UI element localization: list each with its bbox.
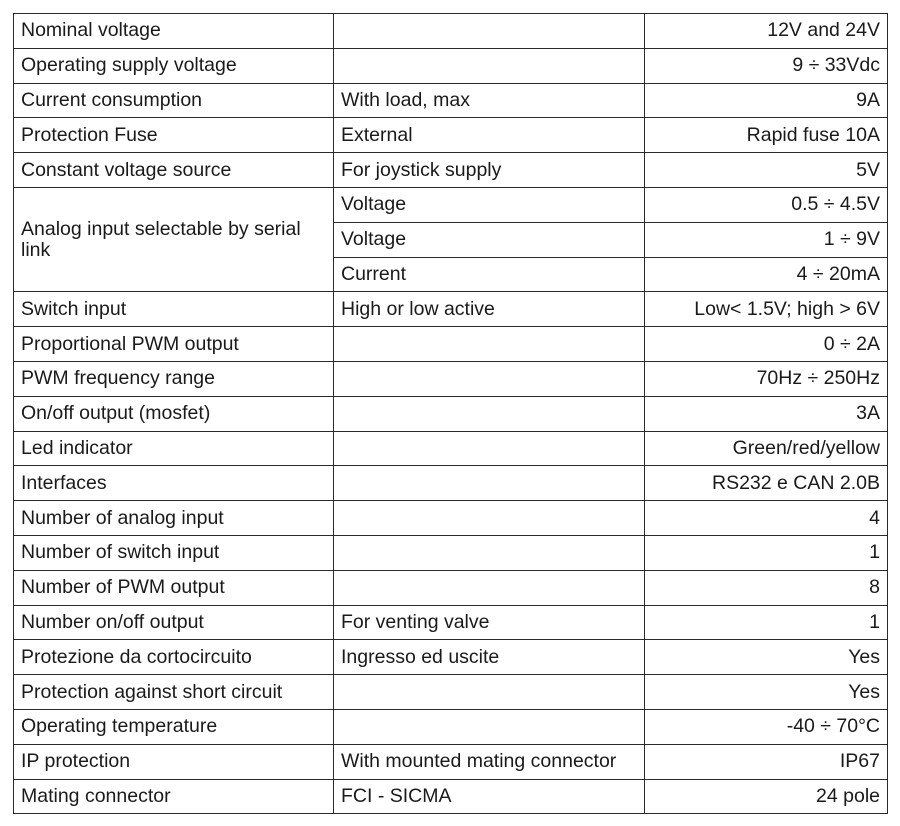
- table-row: [14, 744, 888, 779]
- table-row: [14, 466, 888, 501]
- spec-label: Interfaces: [14, 466, 334, 501]
- spec-condition: Current: [334, 257, 645, 292]
- spec-label: Proportional PWM output: [14, 327, 334, 362]
- spec-value: -40 ÷ 70°C: [645, 709, 888, 744]
- spec-condition: [334, 466, 645, 501]
- table-row: [14, 535, 888, 570]
- spec-label: Number of switch input: [14, 535, 334, 570]
- spec-label: PWM frequency range: [14, 361, 334, 396]
- spec-value: 24 pole: [645, 779, 888, 814]
- spec-value: 1 ÷ 9V: [645, 222, 888, 257]
- spec-value: Low< 1.5V; high > 6V: [645, 292, 888, 327]
- spec-value: 8: [645, 570, 888, 605]
- spec-value: 4: [645, 501, 888, 536]
- spec-value: 3A: [645, 396, 888, 431]
- spec-value: 12V and 24V: [645, 14, 888, 49]
- spec-condition: High or low active: [334, 292, 645, 327]
- spec-value: Yes: [645, 675, 888, 710]
- spec-condition: [334, 570, 645, 605]
- spec-condition: With load, max: [334, 83, 645, 118]
- table-row: [14, 779, 888, 814]
- table-row: [14, 709, 888, 744]
- spec-label: Led indicator: [14, 431, 334, 466]
- spec-table: [13, 13, 888, 814]
- spec-label: Protection Fuse: [14, 118, 334, 153]
- spec-condition: [334, 396, 645, 431]
- spec-value: RS232 e CAN 2.0B: [645, 466, 888, 501]
- spec-condition: [334, 675, 645, 710]
- table-row: [14, 292, 888, 327]
- table-row: [14, 431, 888, 466]
- spec-value: 70Hz ÷ 250Hz: [645, 361, 888, 396]
- spec-condition: [334, 535, 645, 570]
- spec-value: 0 ÷ 2A: [645, 327, 888, 362]
- spec-label: IP protection: [14, 744, 334, 779]
- spec-condition: [334, 431, 645, 466]
- spec-label: Constant voltage source: [14, 153, 334, 188]
- spec-label: Current consumption: [14, 83, 334, 118]
- table-row: [14, 605, 888, 640]
- spec-condition: FCI - SICMA: [334, 779, 645, 814]
- table-row: [14, 14, 888, 49]
- spec-label: Operating temperature: [14, 709, 334, 744]
- spec-condition: Voltage: [334, 187, 645, 222]
- spec-condition: [334, 48, 645, 83]
- table-row: [14, 118, 888, 153]
- table-row: [14, 48, 888, 83]
- table-row: [14, 361, 888, 396]
- spec-condition: Voltage: [334, 222, 645, 257]
- table-row: [14, 501, 888, 536]
- spec-value: 5V: [645, 153, 888, 188]
- spec-label: Number on/off output: [14, 605, 334, 640]
- table-row: [14, 187, 888, 222]
- table-row: [14, 640, 888, 675]
- spec-condition: With mounted mating connector: [334, 744, 645, 779]
- spec-value: 1: [645, 535, 888, 570]
- spec-condition: [334, 14, 645, 49]
- spec-label: Number of PWM output: [14, 570, 334, 605]
- spec-label: Nominal voltage: [14, 14, 334, 49]
- spec-value: IP67: [645, 744, 888, 779]
- spec-label: Switch input: [14, 292, 334, 327]
- spec-label: Protezione da cortocircuito: [14, 640, 334, 675]
- spec-value: Green/red/yellow: [645, 431, 888, 466]
- table-row: [14, 570, 888, 605]
- spec-condition: For venting valve: [334, 605, 645, 640]
- spec-value: 0.5 ÷ 4.5V: [645, 187, 888, 222]
- spec-value: Yes: [645, 640, 888, 675]
- spec-label: Operating supply voltage: [14, 48, 334, 83]
- spec-value: 9 ÷ 33Vdc: [645, 48, 888, 83]
- table-row: [14, 153, 888, 188]
- spec-value: 9A: [645, 83, 888, 118]
- spec-label: Protection against short circuit: [14, 675, 334, 710]
- spec-condition: [334, 501, 645, 536]
- spec-label: Analog input selectable by serial link: [14, 187, 334, 291]
- spec-label: Mating connector: [14, 779, 334, 814]
- spec-condition: [334, 361, 645, 396]
- spec-label: Number of analog input: [14, 501, 334, 536]
- spec-value: Rapid fuse 10A: [645, 118, 888, 153]
- table-row: [14, 396, 888, 431]
- table-row: [14, 83, 888, 118]
- table-row: [14, 675, 888, 710]
- spec-label: On/off output (mosfet): [14, 396, 334, 431]
- spec-condition: External: [334, 118, 645, 153]
- spec-condition: [334, 327, 645, 362]
- spec-condition: Ingresso ed uscite: [334, 640, 645, 675]
- spec-condition: [334, 709, 645, 744]
- spec-value: 1: [645, 605, 888, 640]
- spec-condition: For joystick supply: [334, 153, 645, 188]
- table-row: [14, 327, 888, 362]
- spec-value: 4 ÷ 20mA: [645, 257, 888, 292]
